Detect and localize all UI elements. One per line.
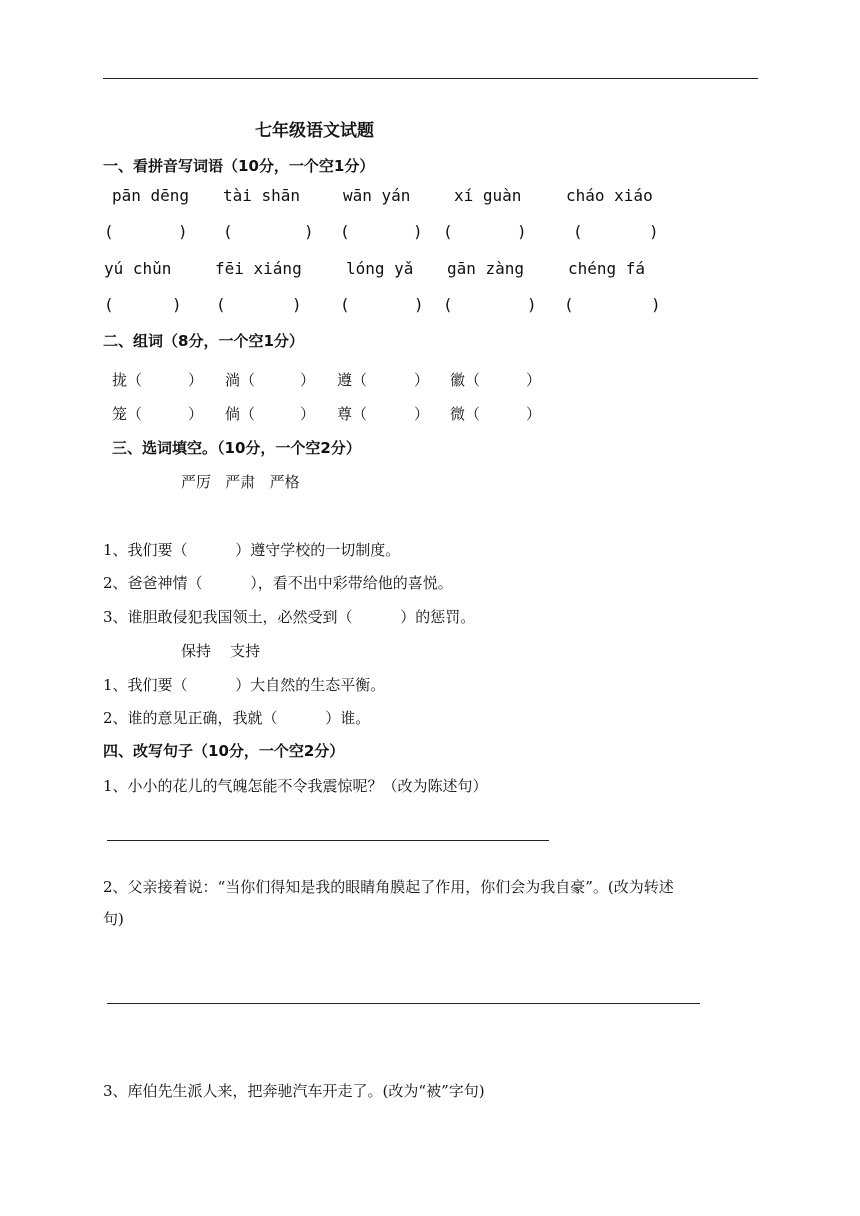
answer-paren-open: ( <box>104 222 114 241</box>
question-item: 3、库伯先生派人来，把奔驰汽车开走了。(改为“被”字句) <box>103 1082 485 1100</box>
pinyin-item: cháo xiáo <box>566 186 653 205</box>
answer-paren-close: ) <box>172 295 182 314</box>
answer-paren-close: ) <box>651 295 661 314</box>
answer-paren-close: ) <box>178 222 188 241</box>
answer-paren-close: ) <box>304 222 314 241</box>
word-item: 笼（ <box>112 405 143 423</box>
word-item-close: ） <box>526 405 542 423</box>
question-item: 1、我们要（ ）遵守学校的一切制度。 <box>103 541 401 559</box>
word-choices: 严厉 严肃 严格 <box>181 473 300 491</box>
answer-paren-close: ) <box>527 295 537 314</box>
answer-paren-close: ) <box>413 222 423 241</box>
top-rule <box>103 78 758 79</box>
word-item: 尊（ <box>337 405 368 423</box>
word-item-close: ） <box>414 405 430 423</box>
word-item-close: ） <box>300 405 316 423</box>
pinyin-item: fēi xiáng <box>215 259 302 278</box>
pinyin-item: lóng yǎ <box>346 259 414 278</box>
question-item: 2、爸爸神情（ ），看不出中彩带给他的喜悦。 <box>103 574 453 592</box>
word-item-close: ） <box>188 405 204 423</box>
answer-line <box>107 840 549 841</box>
pinyin-item: pān dēng <box>112 186 190 205</box>
answer-paren-open: ( <box>223 222 233 241</box>
answer-paren-close: ) <box>649 222 659 241</box>
answer-paren-close: ) <box>414 295 424 314</box>
page-title: 七年级语文试题 <box>255 121 374 141</box>
word-item-close: ） <box>414 371 430 389</box>
section-3-heading: 三、选词填空。（10分，一个空2分） <box>112 439 361 457</box>
word-choices: 保持 支持 <box>181 642 261 660</box>
answer-paren-open: ( <box>443 295 453 314</box>
pinyin-item: yú chǔn <box>104 259 172 278</box>
answer-line <box>107 1003 700 1004</box>
word-item-close: ） <box>188 371 204 389</box>
question-item: 1、我们要（ ）大自然的生态平衡。 <box>103 676 386 694</box>
word-item-close: ） <box>526 371 542 389</box>
pinyin-item: wān yán <box>343 186 411 205</box>
answer-paren-open: ( <box>340 295 350 314</box>
section-2-heading: 二、组词（8分，一个空1分） <box>103 332 304 350</box>
answer-paren-open: ( <box>216 295 226 314</box>
question-item: 2、父亲接着说：“当你们得知是我的眼睛角膜起了作用，你们会为我自豪”。(改为转述 <box>103 878 674 896</box>
pinyin-item: xí guàn <box>454 186 522 205</box>
answer-paren-close: ) <box>292 295 302 314</box>
question-item: 1、小小的花儿的气魄怎能不令我震惊呢？（改为陈述句） <box>103 777 488 795</box>
answer-paren-open: ( <box>573 222 583 241</box>
word-item: 微（ <box>450 405 481 423</box>
answer-paren-open: ( <box>443 222 453 241</box>
question-item-continued: 句) <box>103 910 124 928</box>
section-1-heading: 一、看拼音写词语（10分，一个空1分） <box>103 157 375 175</box>
word-item: 遵（ <box>337 371 368 389</box>
section-4-heading: 四、改写句子（10分，一个空2分） <box>103 742 345 760</box>
pinyin-item: tài shān <box>223 186 301 205</box>
answer-paren-open: ( <box>340 222 350 241</box>
question-item: 2、谁的意见正确，我就（ ）谁。 <box>103 709 371 727</box>
pinyin-item: chéng fá <box>568 259 646 278</box>
word-item: 倘（ <box>225 405 256 423</box>
answer-paren-close: ) <box>517 222 527 241</box>
word-item: 徽（ <box>450 371 481 389</box>
word-item-close: ） <box>300 371 316 389</box>
pinyin-item: gān zàng <box>447 259 525 278</box>
answer-paren-open: ( <box>104 295 114 314</box>
answer-paren-open: ( <box>564 295 574 314</box>
word-item: 拢（ <box>112 371 143 389</box>
word-item: 淌（ <box>225 371 256 389</box>
question-item: 3、谁胆敢侵犯我国领土，必然受到（ ）的惩罚。 <box>103 608 476 626</box>
